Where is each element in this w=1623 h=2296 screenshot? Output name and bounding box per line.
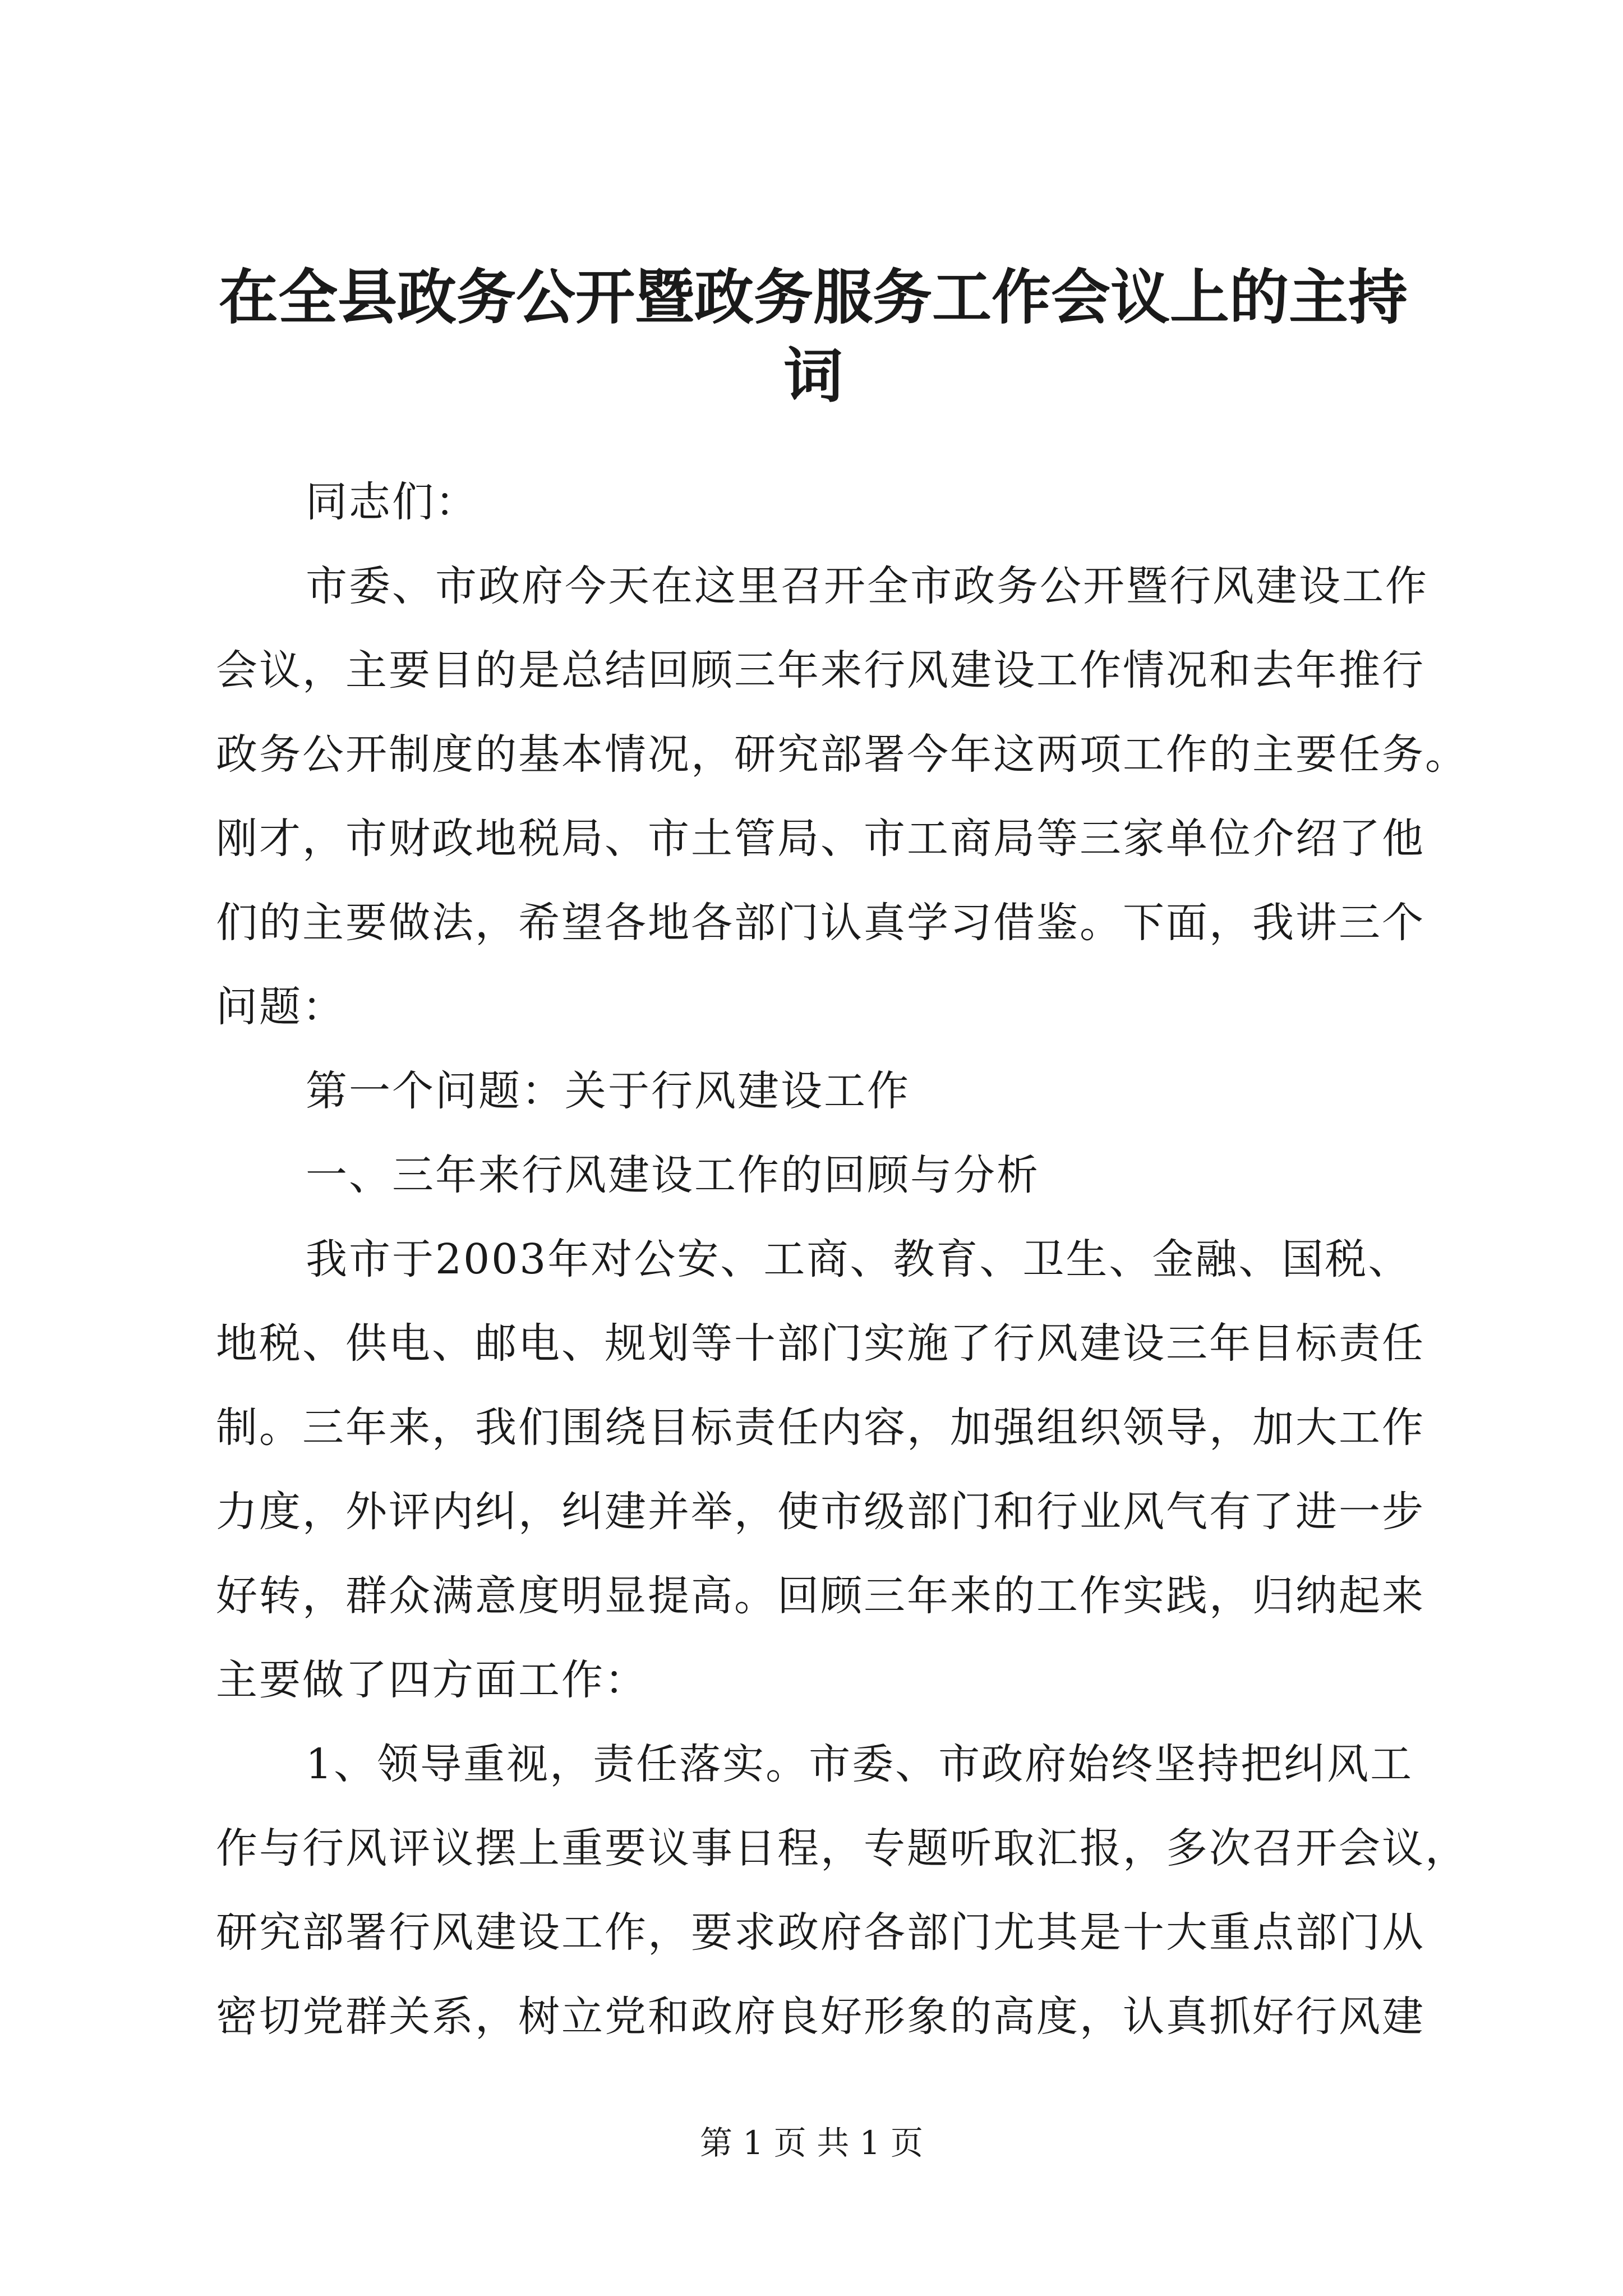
paragraph-line: 政务公开制度的基本情况，研究部署今年这两项工作的主要任务。 — [216, 730, 1468, 779]
page-footer: 第 1 页 共 1 页 — [700, 2124, 923, 2162]
paragraph-line: 市委、市政府今天在这里召开全市政务公开暨行风建设工作 — [306, 562, 1428, 610]
paragraph-line: 刚才，市财政地税局、市土管局、市工商局等三家单位介绍了他 — [216, 815, 1425, 863]
paragraph-line: 同志们： — [306, 478, 478, 526]
paragraph-line: 们的主要做法，希望各地各部门认真学习借鉴。下面，我讲三个 — [216, 899, 1425, 947]
title-line-2: 词 — [783, 341, 843, 411]
title-line-1: 在全县政务公开暨政务服务工作会议上的主持 — [219, 262, 1408, 332]
paragraph-line: 作与行风评议摆上重要议事日程，专题听取汇报，多次召开会议， — [216, 1824, 1468, 1872]
paragraph-line: 力度，外评内纠，纠建并举，使市级部门和行业风气有了进一步 — [216, 1488, 1425, 1536]
paragraph-line: 地税、供电、邮电、规划等十部门实施了行风建设三年目标责任 — [216, 1319, 1425, 1368]
paragraph-line: 1、领导重视，责任落实。市委、市政府始终坚持把纠风工 — [306, 1740, 1414, 1788]
paragraph-line: 主要做了四方面工作： — [216, 1656, 648, 1704]
paragraph-line: 制。三年来，我们围绕目标责任内容，加强组织领导，加大工作 — [216, 1404, 1425, 1452]
document-title — [213, 264, 1413, 409]
paragraph-line: 我市于2003年对公安、工商、教育、卫生、金融、国税、 — [306, 1235, 1412, 1283]
paragraph-line: 第一个问题：关于行风建设工作 — [306, 1067, 910, 1115]
paragraph-line: 一、三年来行风建设工作的回顾与分析 — [306, 1151, 1040, 1199]
paragraph-line: 会议，主要目的是总结回顾三年来行风建设工作情况和去年推行 — [216, 646, 1425, 694]
paragraph-line: 问题： — [216, 983, 345, 1031]
paragraph-line: 密切党群关系，树立党和政府良好形象的高度，认真抓好行风建 — [216, 1993, 1425, 2041]
paragraph-line: 研究部署行风建设工作，要求政府各部门尤其是十大重点部门从 — [216, 1908, 1425, 1957]
paragraph-line: 好转，群众满意度明显提高。回顾三年来的工作实践，归纳起来 — [216, 1572, 1425, 1620]
